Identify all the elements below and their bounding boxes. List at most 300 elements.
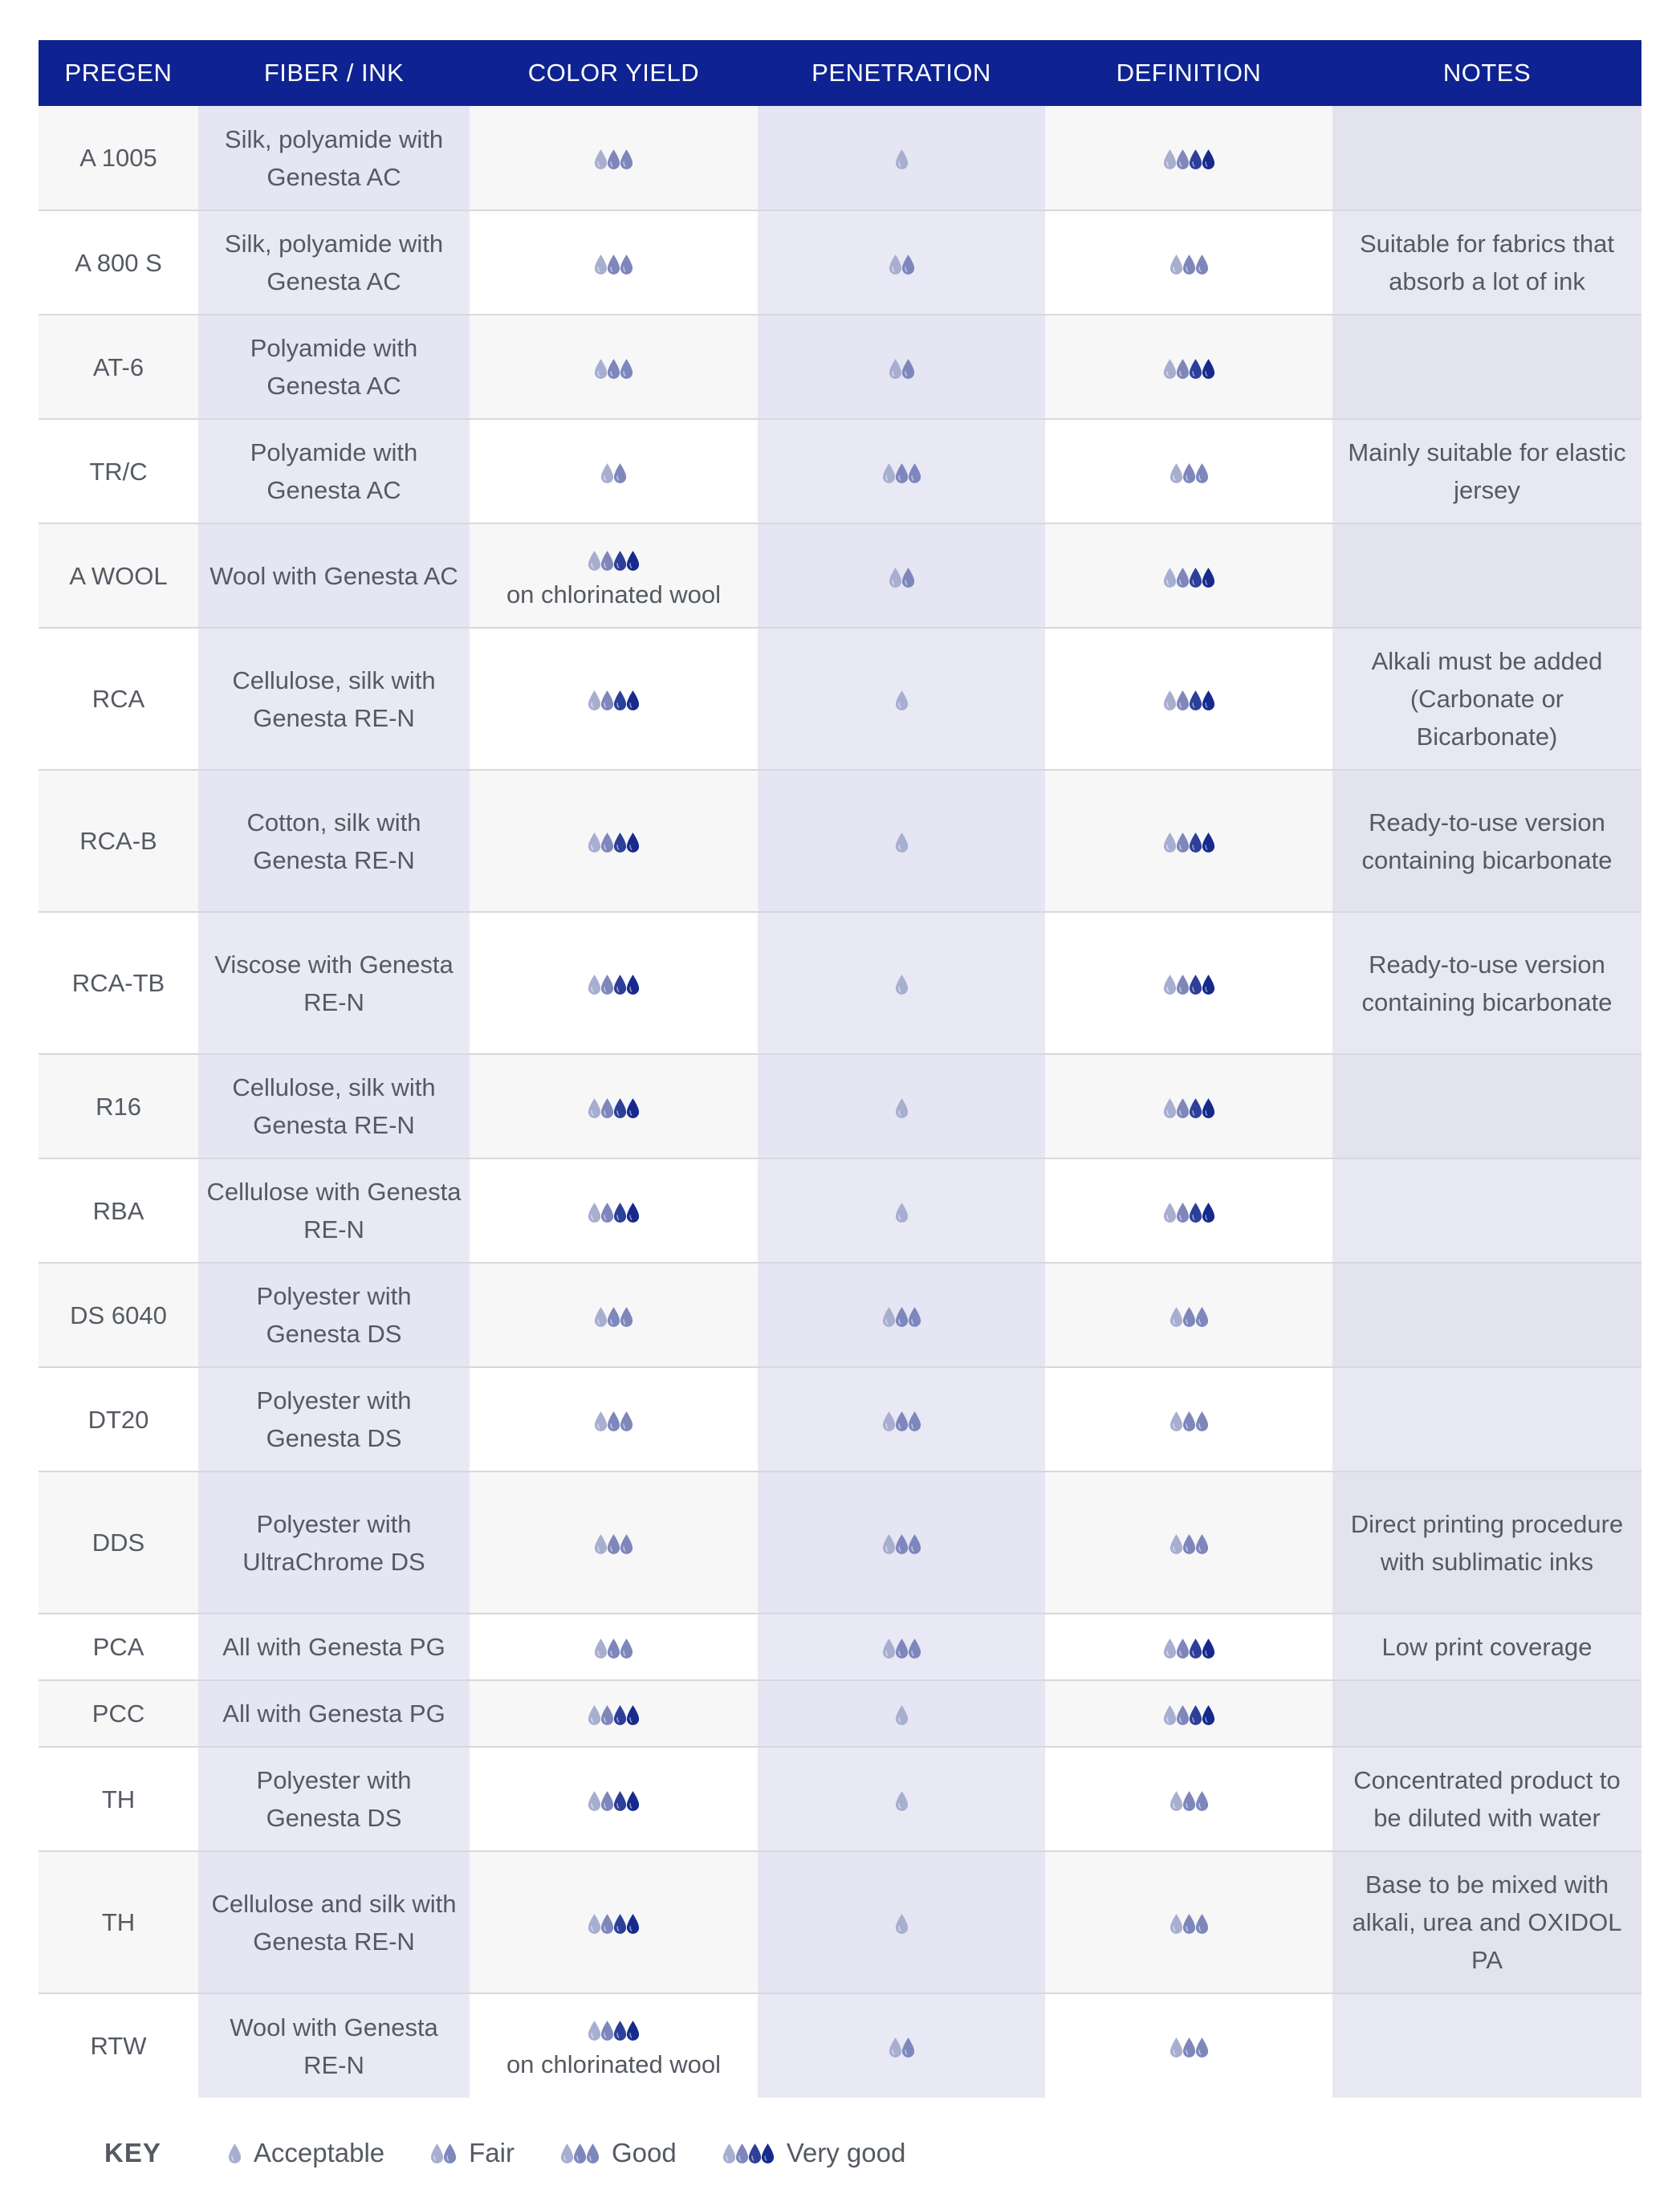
cell-definition xyxy=(1045,1680,1332,1747)
key-item xyxy=(722,2138,906,2168)
cell-color-yield xyxy=(470,1993,758,2098)
header-pregen: PREGEN xyxy=(39,40,198,106)
water-drop-icon xyxy=(619,149,634,170)
key-drops xyxy=(227,2143,242,2164)
table-row xyxy=(39,1680,1641,1747)
water-drop-icon xyxy=(1201,358,1216,380)
table-row xyxy=(39,1367,1641,1471)
cell-definition xyxy=(1045,523,1332,628)
water-drop-icon xyxy=(1201,1097,1216,1119)
water-drop-icon xyxy=(1201,149,1216,170)
definition-rating xyxy=(1162,1097,1216,1119)
cell-color-yield xyxy=(470,1680,758,1747)
water-drop-icon xyxy=(907,462,922,484)
cell-color-yield xyxy=(470,1367,758,1471)
cell-fiber-ink xyxy=(198,315,470,419)
color-yield-rating xyxy=(593,1533,634,1555)
cell-notes xyxy=(1332,315,1641,419)
cell-definition xyxy=(1045,628,1332,770)
table-row xyxy=(39,912,1641,1054)
cell-definition xyxy=(1045,1471,1332,1614)
cell-definition xyxy=(1045,106,1332,210)
water-drop-icon xyxy=(1194,1533,1210,1555)
cell-definition xyxy=(1045,419,1332,523)
cell-fiber-ink xyxy=(198,419,470,523)
cell-color-yield xyxy=(470,315,758,419)
cell-notes xyxy=(1332,1263,1641,1367)
pregen-name: RTW xyxy=(90,2032,147,2060)
pregen-name: DT20 xyxy=(87,1405,149,1434)
key-item xyxy=(227,2138,384,2168)
cell-pregen xyxy=(39,770,198,912)
fiber-ink-text: Polyamide with Genesta AC xyxy=(250,438,418,504)
header-penetration: PENETRATION xyxy=(758,40,1045,106)
cell-notes xyxy=(1332,1158,1641,1263)
table-row xyxy=(39,1851,1641,1993)
cell-pregen xyxy=(39,315,198,419)
cell-notes xyxy=(1332,523,1641,628)
water-drop-icon xyxy=(1194,1790,1210,1812)
color-yield-rating xyxy=(587,550,641,572)
color-yield-rating xyxy=(587,974,641,995)
fiber-ink-text: Viscose with Genesta RE-N xyxy=(214,950,454,1016)
table-row xyxy=(39,1614,1641,1680)
cell-notes xyxy=(1332,1054,1641,1158)
cell-penetration xyxy=(758,1263,1045,1367)
key-item xyxy=(429,2138,515,2168)
cell-pregen xyxy=(39,628,198,770)
penetration-rating xyxy=(894,149,909,170)
cell-color-yield xyxy=(470,210,758,315)
notes-text: Mainly suitable for elastic jersey xyxy=(1348,438,1626,504)
cell-notes xyxy=(1332,1614,1641,1680)
cell-definition xyxy=(1045,1054,1332,1158)
water-drop-icon xyxy=(585,2143,600,2164)
color-yield-rating xyxy=(593,254,634,275)
water-drop-icon xyxy=(760,2143,775,2164)
pregen-name: A 1005 xyxy=(79,144,157,172)
table-row xyxy=(39,1158,1641,1263)
cell-pregen xyxy=(39,1054,198,1158)
water-drop-icon xyxy=(619,254,634,275)
color-yield-note: on chlorinated wool xyxy=(506,580,722,609)
cell-pregen xyxy=(39,1471,198,1614)
cell-pregen xyxy=(39,523,198,628)
penetration-rating xyxy=(881,1533,922,1555)
cell-definition xyxy=(1045,770,1332,912)
cell-color-yield xyxy=(470,1054,758,1158)
penetration-rating xyxy=(894,974,909,995)
cell-color-yield xyxy=(470,912,758,1054)
cell-notes xyxy=(1332,1851,1641,1993)
table-row xyxy=(39,523,1641,628)
cell-pregen xyxy=(39,1263,198,1367)
definition-rating xyxy=(1169,2037,1210,2058)
water-drop-icon xyxy=(907,1533,922,1555)
cell-pregen xyxy=(39,1367,198,1471)
water-drop-icon xyxy=(901,567,916,588)
water-drop-icon xyxy=(1201,832,1216,853)
penetration-rating xyxy=(888,358,916,380)
cell-penetration xyxy=(758,1614,1045,1680)
pregen-name: A 800 S xyxy=(75,248,162,277)
penetration-rating xyxy=(888,2037,916,2058)
definition-rating xyxy=(1162,690,1216,711)
table-row xyxy=(39,210,1641,315)
pregen-name: PCA xyxy=(92,1633,144,1661)
notes-text: Ready-to-use version containing bicarbonate xyxy=(1361,950,1613,1016)
cell-penetration xyxy=(758,770,1045,912)
color-yield-rating xyxy=(593,149,634,170)
cell-pregen xyxy=(39,1747,198,1851)
water-drop-icon xyxy=(625,690,641,711)
color-yield-rating xyxy=(593,358,634,380)
cell-fiber-ink xyxy=(198,210,470,315)
pregen-name: TH xyxy=(101,1908,136,1936)
water-drop-icon xyxy=(894,1913,909,1935)
cell-fiber-ink xyxy=(198,1614,470,1680)
pregen-name: DS 6040 xyxy=(70,1301,167,1329)
key-label: Fair xyxy=(469,2138,515,2168)
penetration-rating xyxy=(881,462,922,484)
cell-penetration xyxy=(758,1993,1045,2098)
cell-notes xyxy=(1332,106,1641,210)
penetration-rating xyxy=(894,832,909,853)
color-yield-rating xyxy=(593,1638,634,1659)
water-drop-icon xyxy=(894,1790,909,1812)
table-row xyxy=(39,315,1641,419)
water-drop-icon xyxy=(1194,1913,1210,1935)
water-drop-icon xyxy=(901,358,916,380)
fiber-ink-text: Cellulose and silk with Genesta RE-N xyxy=(211,1889,457,1956)
penetration-rating xyxy=(894,1097,909,1119)
water-drop-icon xyxy=(625,550,641,572)
notes-text: Concentrated product to be diluted with water xyxy=(1353,1766,1621,1832)
cell-definition xyxy=(1045,1158,1332,1263)
pregen-name: RBA xyxy=(92,1196,144,1225)
cell-penetration xyxy=(758,1747,1045,1851)
color-yield-rating xyxy=(587,2020,641,2041)
penetration-rating xyxy=(894,1913,909,1935)
definition-rating xyxy=(1162,974,1216,995)
pregen-name: RCA-B xyxy=(79,827,157,855)
water-drop-icon xyxy=(894,149,909,170)
pregen-name: TH xyxy=(101,1785,136,1813)
fiber-ink-text: Polyamide with Genesta AC xyxy=(250,334,418,400)
definition-rating xyxy=(1169,254,1210,275)
water-drop-icon xyxy=(442,2143,458,2164)
notes-text: Direct printing procedure with sublimatic inks xyxy=(1350,1509,1624,1576)
key-label: Acceptable xyxy=(253,2138,385,2168)
table-header-row xyxy=(39,40,1641,106)
cell-penetration xyxy=(758,628,1045,770)
water-drop-icon xyxy=(227,2143,242,2164)
water-drop-icon xyxy=(625,974,641,995)
fiber-ink-text: Silk, polyamide with Genesta AC xyxy=(224,230,444,295)
table-body xyxy=(39,106,1641,2098)
water-drop-icon xyxy=(625,1704,641,1726)
cell-definition xyxy=(1045,1367,1332,1471)
fiber-ink-text: Cellulose, silk with Genesta RE-N xyxy=(232,666,436,732)
cell-pregen xyxy=(39,106,198,210)
pregen-name: PCC xyxy=(92,1699,145,1728)
fiber-ink-text: Polyester with Genesta DS xyxy=(256,1386,412,1452)
water-drop-icon xyxy=(1201,974,1216,995)
definition-rating xyxy=(1169,1410,1210,1432)
water-drop-icon xyxy=(625,832,641,853)
water-drop-icon xyxy=(907,1638,922,1659)
key-label: Very good xyxy=(786,2138,906,2168)
table-row xyxy=(39,106,1641,210)
color-yield-rating xyxy=(587,1704,641,1726)
fiber-ink-text: Wool with Genesta RE-N xyxy=(230,2013,438,2079)
definition-rating xyxy=(1169,1533,1210,1555)
penetration-rating xyxy=(881,1410,922,1432)
cell-color-yield xyxy=(470,1158,758,1263)
definition-rating xyxy=(1162,567,1216,588)
cell-penetration xyxy=(758,106,1045,210)
cell-penetration xyxy=(758,912,1045,1054)
water-drop-icon xyxy=(1194,462,1210,484)
pregen-name: TR/C xyxy=(89,457,148,486)
water-drop-icon xyxy=(894,1704,909,1726)
water-drop-icon xyxy=(619,1410,634,1432)
definition-rating xyxy=(1162,149,1216,170)
cell-penetration xyxy=(758,1158,1045,1263)
cell-fiber-ink xyxy=(198,770,470,912)
cell-color-yield xyxy=(470,1471,758,1614)
header-color-yield: COLOR YIELD xyxy=(470,40,758,106)
cell-color-yield xyxy=(470,1851,758,1993)
cell-pregen xyxy=(39,1993,198,2098)
key-label: Good xyxy=(611,2138,677,2168)
cell-fiber-ink xyxy=(198,1158,470,1263)
fiber-ink-text: Silk, polyamide with Genesta AC xyxy=(224,124,444,191)
table-row xyxy=(39,770,1641,912)
color-yield-rating xyxy=(587,1790,641,1812)
key-drops xyxy=(429,2143,458,2164)
header-notes: NOTES xyxy=(1332,40,1641,106)
cell-color-yield xyxy=(470,419,758,523)
cell-notes xyxy=(1332,419,1641,523)
water-drop-icon xyxy=(612,462,628,484)
fiber-ink-text: Cellulose with Genesta RE-N xyxy=(206,1178,462,1244)
cell-fiber-ink xyxy=(198,1993,470,2098)
penetration-rating xyxy=(894,690,909,711)
penetration-rating xyxy=(881,1306,922,1328)
penetration-rating xyxy=(894,1790,909,1812)
water-drop-icon xyxy=(619,1638,634,1659)
water-drop-icon xyxy=(625,1097,641,1119)
cell-pregen xyxy=(39,1851,198,1993)
cell-penetration xyxy=(758,419,1045,523)
color-yield-rating xyxy=(587,1913,641,1935)
pregen-name: A WOOL xyxy=(69,561,168,590)
fiber-ink-text: Cotton, silk with Genesta RE-N xyxy=(246,808,421,874)
cell-definition xyxy=(1045,1747,1332,1851)
cell-penetration xyxy=(758,523,1045,628)
pregen-table xyxy=(39,40,1641,2098)
cell-definition xyxy=(1045,1993,1332,2098)
cell-notes xyxy=(1332,912,1641,1054)
table-row xyxy=(39,1747,1641,1851)
color-yield-rating xyxy=(587,690,641,711)
fiber-ink-text: Polyester with Genesta DS xyxy=(256,1766,412,1832)
cell-fiber-ink xyxy=(198,1747,470,1851)
table-row xyxy=(39,419,1641,523)
penetration-rating xyxy=(881,1638,922,1659)
cell-fiber-ink xyxy=(198,1263,470,1367)
water-drop-icon xyxy=(901,2037,916,2058)
water-drop-icon xyxy=(894,832,909,853)
cell-pregen xyxy=(39,1158,198,1263)
definition-rating xyxy=(1162,1202,1216,1223)
water-drop-icon xyxy=(1201,1202,1216,1223)
fiber-ink-text: Polyester with Genesta DS xyxy=(256,1282,412,1348)
cell-pregen xyxy=(39,419,198,523)
notes-text: Base to be mixed with alkali, urea and OXIDOL PA xyxy=(1352,1870,1622,1974)
color-yield-note: on chlorinated wool xyxy=(506,2050,722,2078)
color-yield-rating xyxy=(600,462,628,484)
cell-fiber-ink xyxy=(198,1680,470,1747)
cell-penetration xyxy=(758,1851,1045,1993)
pregen-name: RCA-TB xyxy=(71,969,165,997)
fiber-ink-text: All with Genesta PG xyxy=(222,1633,445,1661)
water-drop-icon xyxy=(894,1202,909,1223)
notes-text: Alkali must be added (Carbonate or Bicarbonate) xyxy=(1371,647,1603,751)
cell-notes xyxy=(1332,1680,1641,1747)
color-yield-rating xyxy=(587,832,641,853)
cell-color-yield xyxy=(470,628,758,770)
cell-fiber-ink xyxy=(198,1471,470,1614)
penetration-rating xyxy=(894,1202,909,1223)
definition-rating xyxy=(1162,1704,1216,1726)
cell-pregen xyxy=(39,1614,198,1680)
cell-color-yield xyxy=(470,770,758,912)
cell-color-yield xyxy=(470,1614,758,1680)
cell-color-yield xyxy=(470,1747,758,1851)
cell-definition xyxy=(1045,315,1332,419)
penetration-rating xyxy=(888,254,916,275)
cell-pregen xyxy=(39,210,198,315)
cell-color-yield xyxy=(470,1263,758,1367)
cell-notes xyxy=(1332,628,1641,770)
cell-notes xyxy=(1332,1471,1641,1614)
water-drop-icon xyxy=(625,1202,641,1223)
fiber-ink-text: Wool with Genesta AC xyxy=(209,561,458,590)
cell-color-yield xyxy=(470,523,758,628)
water-drop-icon xyxy=(1201,690,1216,711)
table-row xyxy=(39,1993,1641,2098)
water-drop-icon xyxy=(625,1790,641,1812)
key-drops xyxy=(559,2143,600,2164)
table-row xyxy=(39,1054,1641,1158)
cell-pregen xyxy=(39,912,198,1054)
water-drop-icon xyxy=(625,1913,641,1935)
color-yield-rating xyxy=(593,1306,634,1328)
water-drop-icon xyxy=(619,1533,634,1555)
water-drop-icon xyxy=(1194,2037,1210,2058)
cell-notes xyxy=(1332,1993,1641,2098)
key-item xyxy=(559,2138,677,2168)
cell-notes xyxy=(1332,1367,1641,1471)
water-drop-icon xyxy=(619,1306,634,1328)
notes-text: Low print coverage xyxy=(1381,1633,1593,1661)
pregen-name: DDS xyxy=(92,1528,145,1557)
water-drop-icon xyxy=(625,2020,641,2041)
water-drop-icon xyxy=(894,1097,909,1119)
notes-text: Ready-to-use version containing bicarbonate xyxy=(1361,808,1613,874)
water-drop-icon xyxy=(1194,1306,1210,1328)
cell-penetration xyxy=(758,315,1045,419)
water-drop-icon xyxy=(1201,1638,1216,1659)
cell-definition xyxy=(1045,210,1332,315)
definition-rating xyxy=(1162,358,1216,380)
cell-fiber-ink xyxy=(198,1851,470,1993)
header-fiber-ink: FIBER / INK xyxy=(198,40,470,106)
fiber-ink-text: Cellulose, silk with Genesta RE-N xyxy=(232,1073,436,1139)
definition-rating xyxy=(1162,1638,1216,1659)
cell-fiber-ink xyxy=(198,1367,470,1471)
cell-notes xyxy=(1332,1747,1641,1851)
cell-penetration xyxy=(758,1054,1045,1158)
pregen-name: AT-6 xyxy=(92,352,144,381)
water-drop-icon xyxy=(907,1306,922,1328)
cell-fiber-ink xyxy=(198,1054,470,1158)
definition-rating xyxy=(1169,1913,1210,1935)
penetration-rating xyxy=(894,1704,909,1726)
definition-rating xyxy=(1169,462,1210,484)
penetration-rating xyxy=(888,567,916,588)
water-drop-icon xyxy=(901,254,916,275)
water-drop-icon xyxy=(1194,1410,1210,1432)
table-row xyxy=(39,628,1641,770)
definition-rating xyxy=(1162,832,1216,853)
cell-notes xyxy=(1332,770,1641,912)
legend-key xyxy=(104,2129,950,2177)
water-drop-icon xyxy=(894,974,909,995)
definition-rating xyxy=(1169,1790,1210,1812)
cell-penetration xyxy=(758,1367,1045,1471)
cell-definition xyxy=(1045,1851,1332,1993)
key-drops xyxy=(722,2143,775,2164)
notes-text: Suitable for fabrics that absorb a lot of ink xyxy=(1359,230,1615,295)
water-drop-icon xyxy=(894,690,909,711)
water-drop-icon xyxy=(907,1410,922,1432)
header-definition: DEFINITION xyxy=(1045,40,1332,106)
cell-fiber-ink xyxy=(198,523,470,628)
pregen-name: R16 xyxy=(96,1092,141,1121)
cell-definition xyxy=(1045,912,1332,1054)
cell-color-yield xyxy=(470,106,758,210)
fiber-ink-text: Polyester with UltraChrome DS xyxy=(242,1509,425,1576)
color-yield-rating xyxy=(593,1410,634,1432)
color-yield-rating xyxy=(587,1097,641,1119)
table-row xyxy=(39,1471,1641,1614)
key-title: KEY xyxy=(104,2138,161,2168)
color-yield-rating xyxy=(587,1202,641,1223)
cell-fiber-ink xyxy=(198,106,470,210)
table-row xyxy=(39,1263,1641,1367)
water-drop-icon xyxy=(1201,567,1216,588)
cell-fiber-ink xyxy=(198,912,470,1054)
cell-notes xyxy=(1332,210,1641,315)
pregen-name: RCA xyxy=(92,685,145,713)
cell-definition xyxy=(1045,1614,1332,1680)
cell-fiber-ink xyxy=(198,628,470,770)
cell-penetration xyxy=(758,1471,1045,1614)
water-drop-icon xyxy=(1201,1704,1216,1726)
